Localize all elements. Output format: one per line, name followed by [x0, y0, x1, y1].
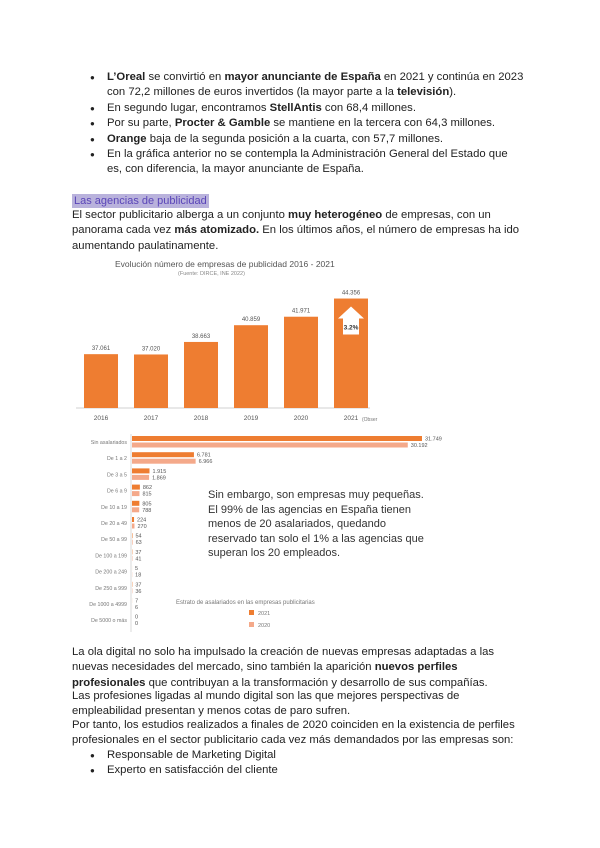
text-run: El sector publicitario alberga a un conjunto [72, 209, 289, 221]
data-label: 1.869 [152, 475, 166, 482]
bar-2021 [132, 501, 139, 506]
bar-2020 [132, 459, 196, 464]
category-label: De 100 a 199 [95, 553, 127, 560]
text-run: se mantiene en la tercera con 64,3 millones. [270, 117, 496, 130]
bar-2018 [184, 342, 218, 408]
data-label: 815 [142, 491, 152, 498]
category-label: De 20 a 49 [101, 521, 127, 527]
data-label: 37.061 [91, 346, 111, 353]
bullet-item [80, 101, 525, 116]
data-label: 805 [142, 501, 152, 508]
data-label: 1.915 [152, 468, 167, 475]
bold-text: más atomizado. [174, 224, 260, 237]
data-label: 37.020 [141, 346, 161, 353]
category-label: De 1 a 2 [106, 456, 127, 463]
chart1-title: Evolución número de empresas de publicidad 2016 - 2021 [115, 259, 335, 269]
data-label: 40.859 [241, 317, 261, 324]
text-run: que contribuyan a la transformación y desarrollo de sus compañías. [145, 676, 488, 689]
bullet-item [80, 132, 525, 147]
bold-text: L’Oreal [107, 71, 146, 83]
text-run: baja de la segunda posición a la cuarta, con 57,7 millones. [146, 132, 443, 145]
bullet-item: ● Experto en satisfacción del cliente [80, 763, 520, 778]
bar-2019 [234, 325, 268, 408]
bullet-item [80, 70, 525, 101]
paragraph-digital [72, 645, 532, 691]
data-label: 6.966 [198, 459, 213, 466]
data-label: 6.781 [196, 452, 211, 459]
category-label: De 50 a 99 [101, 537, 127, 544]
bullet-item [80, 116, 525, 131]
text-run: en 2021 y continúa en 2023 con 72,2 millones de euros invertidos (la mayor parte a la [107, 71, 524, 99]
data-label: 54 [135, 533, 142, 540]
bar-2016 [84, 354, 118, 408]
text-run: se convirtió en [145, 71, 225, 83]
category-label: De 200 a 249 [95, 569, 127, 576]
top-bullet-list [80, 70, 525, 178]
tick-label: 2019 [243, 415, 259, 422]
data-label: 31.749 [425, 436, 442, 443]
data-label: 18 [135, 572, 142, 579]
bar-2021 [132, 517, 134, 522]
text-run: Por su parte, [107, 117, 175, 130]
text-run: En los últimos años, el número de empresas ha ido aumentando paulatinamente. [72, 224, 520, 252]
category-label: De 1000 a 4999 [89, 602, 127, 608]
bullet-item: ● Responsable de Marketing Digital [80, 748, 520, 763]
bold-text: nuevos perfiles profesionales [72, 661, 458, 689]
data-label: 6 [135, 605, 139, 611]
bar-2020 [132, 540, 133, 545]
bar-chart-empresas [72, 276, 378, 428]
legend-swatch [249, 610, 254, 615]
intro-paragraph [72, 208, 522, 254]
data-label: 41.971 [291, 308, 311, 315]
bar-2021 [132, 452, 194, 457]
paragraph-profesiones: Las profesiones ligadas al mundo digital son las que mejores perspectivas de empleabilidad presentan y menos cotas de paro sufren. [72, 690, 460, 718]
bullet-item [80, 147, 525, 178]
bold-text: televisión [397, 86, 450, 99]
text-run: de empresas, con un panorama cada vez [72, 209, 491, 237]
data-label: 44.356 [341, 290, 361, 297]
tick-label: 2016 [93, 415, 109, 422]
bar-2020 [132, 507, 139, 512]
data-label: 224 [137, 517, 147, 524]
category-label: De 10 a 19 [101, 504, 127, 511]
data-label: 37 [135, 582, 142, 589]
legend-label: 2020 [258, 623, 271, 629]
category-label: De 250 a 999 [95, 585, 127, 592]
data-label: 0 [135, 614, 139, 621]
category-label: De 6 a 9 [106, 488, 127, 495]
legend-swatch [249, 622, 254, 627]
data-label: 0 [135, 621, 139, 628]
bold-text: muy heterogéneo [288, 209, 383, 221]
data-label: 788 [142, 507, 152, 514]
category-label: De 5000 o más [91, 618, 127, 625]
text-run: ). [449, 86, 457, 99]
bar-2020 [132, 491, 139, 496]
text-run: con 68,4 millones. [321, 101, 416, 114]
data-label: 37 [135, 549, 142, 556]
data-label: 270 [137, 524, 147, 530]
category-label: De 3 a 5 [106, 472, 127, 479]
bottom-bullet-list [80, 748, 520, 779]
bar-2020 [132, 475, 149, 480]
data-label: 63 [135, 540, 142, 547]
tick-label: 2017 [143, 415, 159, 422]
data-label: 5 [135, 566, 139, 573]
legend-label: 2021 [258, 611, 271, 617]
tick-label: 2020 [293, 415, 309, 422]
bold-text: Procter & Gamble [174, 117, 271, 130]
tick-label-extra: (Obser [362, 417, 378, 423]
data-label: 41 [135, 556, 142, 563]
bar-2021 [132, 436, 422, 441]
text-run: La ola digital no solo ha impulsado la creación de nuevas empresas adaptadas a las nuevas necesidades del mercado, sino también la aparición [72, 646, 495, 674]
category-label: Sin asalariados [90, 440, 127, 446]
text-run: En la gráfica anterior no se contempla la Administración General del Estado que es, con diferencia, la mayor anunciante de España. [107, 148, 508, 176]
bold-text: Orange [107, 132, 147, 145]
text-run: En segundo lugar, encontramos [107, 101, 270, 114]
paragraph-estudios: Por tanto, los estudios realizados a finales de 2020 coinciden en la existencia de perfiles profesionales en el sector publicitario cada vez más demandados por las empresas son: [72, 719, 515, 747]
section-heading: Las agencias de publicidad [74, 195, 207, 207]
bar-2020 [284, 317, 318, 408]
bold-text: StellAntis [269, 101, 322, 114]
bold-text: mayor anunciante de España [224, 71, 381, 83]
bar-2020 [132, 524, 134, 529]
data-label: 30.192 [410, 443, 428, 449]
growth-annotation: 3.2% [343, 324, 359, 332]
tick-label: 2021 [343, 415, 359, 422]
data-label: 38.663 [191, 333, 211, 340]
bar-2020 [132, 443, 408, 448]
chart2-callout: Sin embargo, son empresas muy pequeñas. El 99% de las agencias en España tienen menos de 20 asalariados, quedando reservado tan solo el 1% a las agencias que superan los 20 empleados. [208, 489, 424, 559]
data-label: 7 [135, 598, 139, 605]
data-label: 36 [135, 588, 142, 595]
data-label: 862 [142, 485, 153, 492]
section-heading-wrap [72, 191, 209, 209]
bar-2017 [134, 354, 168, 408]
bar-2021 [132, 468, 149, 473]
bar-2021 [132, 485, 140, 490]
chart1-subtitle: (Fuente: DIRCE, INE 2022) [178, 271, 245, 277]
chart2-title: Estrato de asalariados en las empresas publicitarias [176, 600, 315, 606]
tick-label: 2018 [193, 415, 209, 422]
